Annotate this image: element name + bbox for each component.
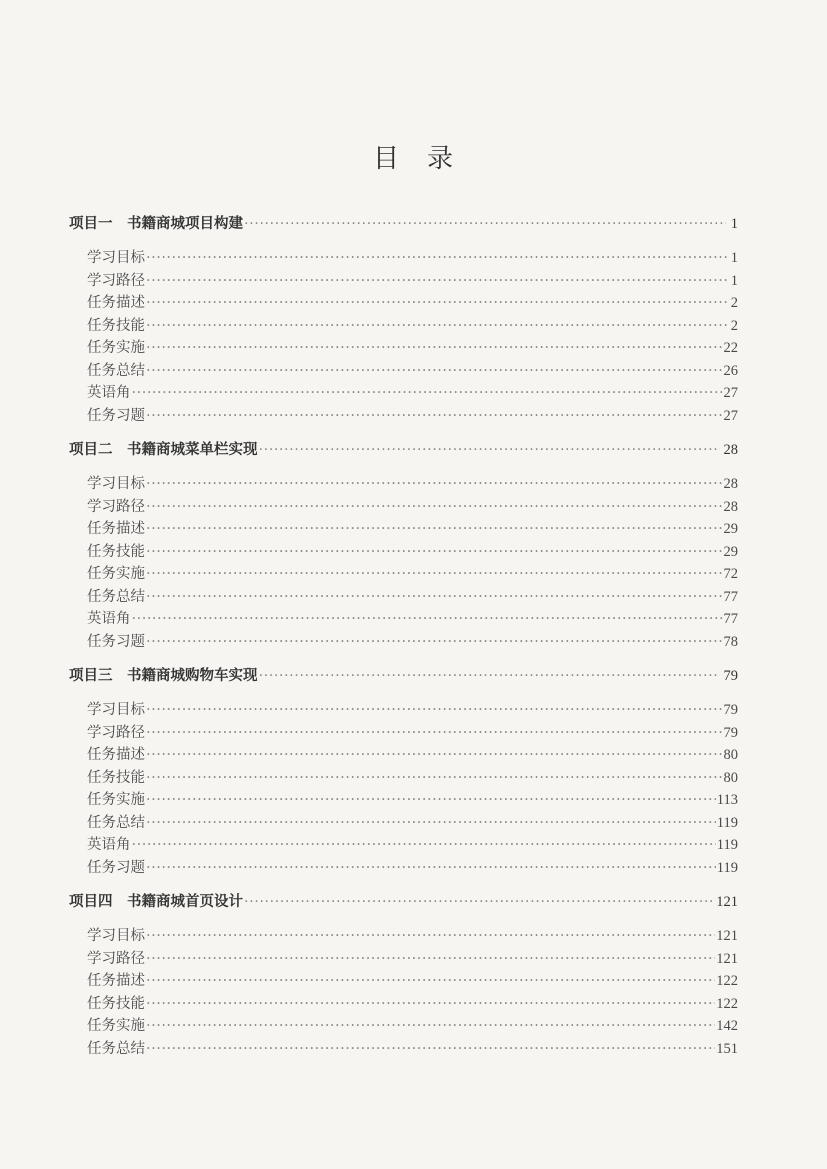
dot-leader (146, 295, 729, 311)
toc-item-label: 任务习题 (87, 407, 145, 424)
toc-item[interactable] (69, 630, 738, 653)
dot-leader (146, 996, 715, 1012)
toc-project-title: 项目三 书籍商城购物车实现 (69, 668, 258, 684)
dot-leader (146, 792, 716, 808)
toc-item[interactable] (69, 947, 738, 970)
dot-leader (146, 725, 723, 741)
toc-item[interactable] (69, 721, 738, 744)
toc-item[interactable] (69, 517, 738, 540)
toc-page-number: 119 (716, 837, 738, 853)
toc-page-number: 151 (716, 1040, 738, 1057)
dot-leader (146, 1018, 715, 1034)
toc-page-number: 27 (723, 385, 738, 401)
toc-page-number: 72 (723, 566, 738, 582)
toc-item-label: 英语角 (87, 385, 131, 401)
toc-page-number: 77 (723, 611, 738, 627)
toc-page-number: 1 (730, 250, 738, 266)
toc-item-label: 学习目标 (87, 702, 145, 718)
dot-leader (146, 815, 716, 831)
toc-page-number: 121 (716, 894, 738, 910)
dot-leader (146, 544, 723, 560)
toc-item[interactable] (69, 381, 738, 404)
toc-project-entry[interactable] (69, 664, 738, 687)
toc-item[interactable] (69, 607, 738, 630)
toc-item-label: 任务描述 (87, 521, 145, 537)
toc-page-number: 79 (723, 702, 738, 718)
toc-item[interactable] (69, 969, 738, 992)
toc-item[interactable] (69, 788, 738, 811)
toc-item[interactable] (69, 698, 738, 721)
toc-project-title: 项目四 书籍商城首页设计 (69, 894, 243, 910)
dot-leader (146, 363, 723, 379)
toc-item[interactable] (69, 359, 738, 382)
toc-item[interactable] (69, 856, 738, 879)
toc-page-number: 79 (723, 668, 738, 684)
toc-item[interactable] (69, 314, 738, 337)
toc-item[interactable] (69, 472, 738, 495)
toc-item[interactable] (69, 924, 738, 947)
dot-leader (146, 273, 729, 289)
table-of-contents (69, 212, 738, 1071)
dot-leader (259, 668, 720, 684)
toc-item-label: 学习目标 (87, 928, 145, 944)
toc-item-label: 任务技能 (87, 995, 145, 1012)
toc-item[interactable] (69, 404, 738, 427)
toc-item-label: 学习路径 (87, 724, 145, 741)
dot-leader (244, 894, 712, 910)
toc-item[interactable] (69, 269, 738, 292)
dot-leader (132, 385, 723, 401)
toc-page-number: 142 (716, 1018, 738, 1034)
dot-leader (146, 408, 723, 424)
toc-page-number: 80 (723, 747, 738, 763)
toc-project-entry[interactable] (69, 212, 738, 235)
toc-item[interactable] (69, 743, 738, 766)
toc-item-label: 任务描述 (87, 295, 145, 311)
dot-leader (146, 476, 723, 492)
dot-leader (146, 702, 723, 718)
dot-leader (146, 747, 723, 763)
dot-leader (146, 499, 723, 515)
toc-item-label: 任务总结 (87, 362, 145, 379)
toc-page-number: 122 (716, 995, 738, 1012)
toc-page-number: 2 (730, 295, 738, 311)
toc-item-label: 任务习题 (87, 633, 145, 650)
dot-leader (146, 770, 723, 786)
toc-page-number: 29 (723, 521, 738, 537)
dot-leader (146, 521, 723, 537)
dot-leader (259, 442, 720, 458)
toc-item-label: 学习目标 (87, 476, 145, 492)
toc-item[interactable] (69, 540, 738, 563)
toc-item-label: 任务技能 (87, 769, 145, 786)
dot-leader (132, 837, 716, 853)
toc-item[interactable] (69, 1037, 738, 1060)
toc-page-number: 80 (723, 769, 738, 786)
page-title: 目 录 (372, 144, 454, 174)
toc-item-label: 学习路径 (87, 950, 145, 967)
toc-group-project-4 (69, 890, 738, 1059)
toc-page-number: 119 (716, 859, 738, 876)
toc-page-number: 113 (716, 792, 738, 808)
dot-leader (146, 951, 715, 967)
toc-item[interactable] (69, 291, 738, 314)
toc-page-number: 26 (723, 362, 738, 379)
toc-item-label: 任务技能 (87, 543, 145, 560)
dot-leader (146, 860, 716, 876)
toc-item-label: 学习目标 (87, 250, 145, 266)
toc-group-project-3 (69, 664, 738, 878)
toc-project-entry[interactable] (69, 438, 738, 461)
toc-page-number: 28 (723, 498, 738, 515)
toc-page-number: 122 (716, 973, 738, 989)
toc-item-label: 任务习题 (87, 859, 145, 876)
dot-leader (146, 340, 723, 356)
toc-page-number: 28 (723, 476, 738, 492)
toc-page-number: 77 (723, 588, 738, 605)
toc-item-label: 任务实施 (87, 340, 145, 356)
toc-group-project-1 (69, 212, 738, 426)
toc-item[interactable] (69, 562, 738, 585)
toc-group-project-2 (69, 438, 738, 652)
dot-leader (146, 634, 723, 650)
toc-item-label: 英语角 (87, 611, 131, 627)
toc-project-entry[interactable] (69, 890, 738, 913)
toc-item-label: 任务实施 (87, 566, 145, 582)
toc-item-label: 任务总结 (87, 1040, 145, 1057)
toc-item-label: 任务实施 (87, 792, 145, 808)
toc-item-label: 学习路径 (87, 498, 145, 515)
dot-leader (146, 589, 723, 605)
dot-leader (146, 1041, 715, 1057)
toc-item-label: 任务描述 (87, 973, 145, 989)
toc-item-label: 任务总结 (87, 588, 145, 605)
toc-item[interactable] (69, 495, 738, 518)
toc-item[interactable] (69, 246, 738, 269)
toc-item[interactable] (69, 833, 738, 856)
toc-item-label: 学习路径 (87, 272, 145, 289)
toc-page-number: 121 (716, 950, 738, 967)
dot-leader (132, 611, 723, 627)
dot-leader (146, 928, 715, 944)
toc-item-label: 任务实施 (87, 1018, 145, 1034)
toc-item[interactable] (69, 585, 738, 608)
toc-page-number: 28 (723, 442, 738, 458)
dot-leader (146, 566, 723, 582)
toc-item[interactable] (69, 336, 738, 359)
toc-page-number: 22 (723, 340, 738, 356)
dot-leader (146, 250, 729, 266)
toc-page-number: 78 (723, 633, 738, 650)
toc-project-title: 项目二 书籍商城菜单栏实现 (69, 442, 258, 458)
toc-page-number: 79 (723, 724, 738, 741)
toc-item[interactable] (69, 766, 738, 789)
toc-item-label: 英语角 (87, 837, 131, 853)
toc-page-number: 1 (730, 216, 738, 232)
toc-page-number: 1 (730, 272, 738, 289)
toc-page-number: 121 (716, 928, 738, 944)
dot-leader (244, 216, 726, 232)
toc-item-label: 任务总结 (87, 814, 145, 831)
toc-project-title: 项目一 书籍商城项目构建 (69, 216, 243, 232)
toc-page-number: 29 (723, 543, 738, 560)
toc-item[interactable] (69, 992, 738, 1015)
dot-leader (146, 973, 715, 989)
toc-item-label: 任务技能 (87, 317, 145, 334)
toc-item-label: 任务描述 (87, 747, 145, 763)
toc-item[interactable] (69, 811, 738, 834)
toc-page-number: 27 (723, 407, 738, 424)
toc-page-number: 2 (730, 317, 738, 334)
toc-item[interactable] (69, 1014, 738, 1037)
toc-page-number: 119 (716, 814, 738, 831)
dot-leader (146, 318, 729, 334)
